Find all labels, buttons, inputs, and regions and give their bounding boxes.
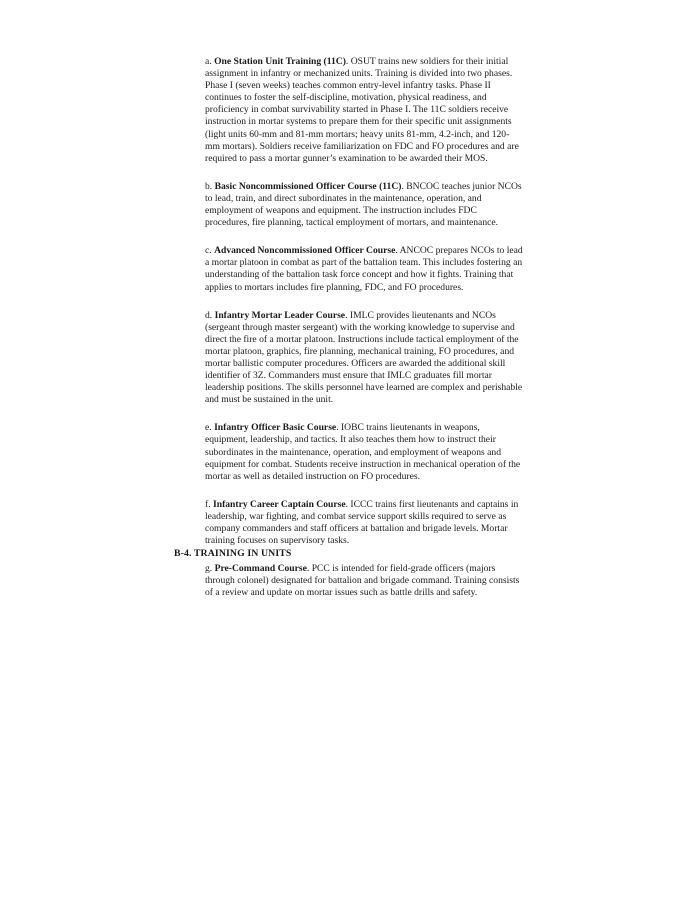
paragraph-bncoc	[205, 181, 523, 229]
paragraph-body: . PCC is intended for field-grade officers (majors through colonel) designated for battalion and brigade command. Training consists of a review and update on mortar issues such as battle drills and safety.	[205, 563, 520, 599]
paragraph-body: . IMLC provides lieutenants and NCOs (sergeant through master sergeant) with the working knowledge to supervise and direct the fire of a mortar platoon. Instructions include tactical employment of the mortar platoon, graphics, fire planning, mechanical training, FO procedures, and mortar ballistic computer procedures. Officers are awarded the additional skill identifier of 3Z. Commanders must ensure that IMLC graduates fill mortar leadership positions. The skills personnel have learned are complex and perishable and must be sustained in the unit.	[205, 309, 523, 406]
paragraph-prefix: e.	[205, 422, 215, 434]
paragraph-title: Basic Noncommissioned Officer Course (11C)	[214, 180, 402, 192]
paragraph-title: Advanced Noncommissioned Officer Course	[214, 245, 396, 257]
paragraph-title: Infantry Mortar Leader Course	[214, 309, 346, 321]
paragraph-prefix: c.	[205, 245, 215, 257]
paragraph-prefix: d.	[205, 309, 215, 321]
paragraph-imlc	[205, 310, 523, 407]
paragraph-prefix: f.	[205, 498, 213, 510]
paragraph-body: . IOBC trains lieutenants in weapons, equipment, leadership, and tactics. It also teaches them how to instruct their subordinates in the maintenance, operation, and employment of weapons and equipment for combat. Students receive instruction in mechanical operation of the mortar as well as detailed instruction on FO procedures.	[205, 422, 521, 482]
paragraph-osut	[205, 56, 523, 165]
section-heading: B-4. TRAINING IN UNITS	[174, 548, 292, 559]
paragraph-body: . ANCOC prepares NCOs to lead a mortar platoon in combat as part of the battalion team. This includes fostering an understanding of the battalion task force concept and how it fights. Training that applies to mortars includes fire planning, FDC, and FO procedures.	[205, 245, 523, 293]
paragraph-body: . BNCOC teaches junior NCOs to lead, train, and direct subordinates in the maintenance, operation, and employment of weapons and equipment. The instruction includes FDC procedures, fire planning, tactical employment of mortars, and maintenance.	[205, 180, 522, 229]
document-body	[205, 56, 523, 615]
paragraph-iccc	[205, 499, 523, 547]
paragraph-title: Pre-Command Course	[214, 563, 307, 575]
paragraph-title: Infantry Officer Basic Course	[214, 422, 337, 434]
paragraph-prefix: a.	[205, 56, 215, 67]
paragraph-prefix: b.	[205, 180, 215, 192]
paragraph-iobc	[205, 422, 523, 482]
paragraph-prefix: g.	[205, 563, 215, 575]
paragraph-pcc	[205, 563, 523, 599]
paragraph-title: Infantry Career Captain Course	[213, 498, 346, 510]
paragraph-title: One Station Unit Training (11C)	[214, 56, 346, 67]
paragraph-body: . ICCC trains first lieutenants and captains in leadership, war fighting, and combat service support skills required to serve as company commanders and staff officers at battalion and brigade levels. Mortar training focuses on supervisory tasks.	[205, 498, 519, 547]
paragraph-body: . OSUT trains new soldiers for their initial assignment in infantry or mechanized units. Training is divided into two phases. Phase I (seven weeks) teaches common entry-level infantry tasks. Phase II continues to foster the self-discipline, motivation, physical readiness, and proficiency in combat survivability started in Phase I. The 11C soldiers receive instruction in mortar systems to prepare them for their specific unit assignments (light units 60-mm and 81-mm mortars; heavy units 81-mm, 4.2-inch, and 120-mm mortars). Soldiers receive familiarization on FDC and FO procedures and are required to pass a mortar gunner’s examination to be awarded their MOS.	[205, 56, 519, 164]
paragraph-ancoc	[205, 245, 523, 293]
